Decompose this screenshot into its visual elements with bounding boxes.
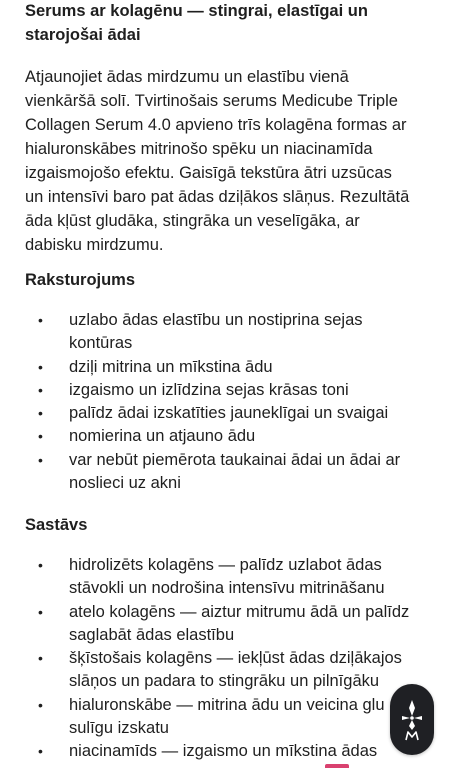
- bullet-icon: •: [38, 428, 43, 445]
- ingredient-text-line: hialuronskābe — mitrina ādu un veicina glu: [69, 695, 385, 714]
- bullet-icon: •: [38, 405, 43, 422]
- bottom-edge-indicator: [325, 764, 349, 768]
- bullet-icon: •: [38, 312, 43, 328]
- ingredient-text-line: hidrolizēts kolagēns — palīdz uzlabot ādas: [69, 556, 382, 574]
- ingredients-heading: Sastāvs: [25, 516, 88, 534]
- feature-text-line: palīdz ādai izskatīties jauneklīgai un svaigai: [69, 404, 389, 423]
- feature-text-line: izgaismo un izlīdzina sejas krāsas toni: [69, 380, 349, 399]
- intro-line: hialuronskābes mitrinošo spēku un niacinamīda: [25, 140, 373, 158]
- intro-line: Collagen Serum 4.0 apvieno trīs kolagēna formas ar: [25, 116, 407, 134]
- feature-text-line: noslieci uz akni: [69, 474, 181, 493]
- feature-item: [0, 356, 451, 379]
- ingredient-text-line: saglabāt ādas elastību: [69, 625, 235, 644]
- intro-paragraph: [25, 65, 435, 257]
- ingredient-item: [0, 740, 451, 763]
- bullet-icon: •: [38, 650, 43, 667]
- feature-text-line: dziļi mitrina un mīkstina ādu: [69, 357, 273, 376]
- ingredient-text-line: niacinamīds — izgaismo un mīkstina ādas: [69, 742, 378, 761]
- feature-item: [0, 449, 451, 496]
- brand-logo-icon: [396, 696, 428, 744]
- intro-line: izgaismojošo efektu. Gaisīgā tekstūra ātri uzsūcas: [25, 164, 392, 182]
- features-list: [0, 309, 451, 495]
- features-heading: Raksturojums: [25, 271, 136, 289]
- intro-line: Atjaunojiet ādas mirdzumu un elastību vienā: [25, 68, 349, 86]
- ingredient-item: [0, 647, 451, 694]
- ingredient-text-line: slāņos un padara to stingrāku un pilnīgāku: [69, 672, 380, 691]
- ingredients-list: [0, 554, 451, 764]
- ingredient-text-line: šķīstošais kolagēns — iekļūst ādas dziļākajos: [69, 649, 402, 668]
- feature-text-line: nomierina un atjauno ādu: [69, 427, 256, 446]
- bullet-icon: •: [38, 743, 43, 760]
- feature-text-line: uzlabo ādas elastību un nostiprina sejas: [69, 311, 363, 329]
- ingredient-item: [0, 554, 451, 601]
- ingredient-text-line: atelo kolagēns — aiztur mitrumu ādā un palīdz: [69, 602, 410, 621]
- ingredient-text-line: sulīgu izskatu: [69, 719, 169, 738]
- feature-item: [0, 402, 451, 425]
- ingredient-text-line: stāvokli un nodrošina intensīvu mitrināšanu: [69, 579, 385, 598]
- description-title: [25, 0, 425, 47]
- feature-item: [0, 379, 451, 402]
- intro-line: dabisku mirdzumu.: [25, 236, 164, 254]
- feature-text-line: var nebūt piemērota taukainai ādai un ādai ar: [69, 450, 401, 469]
- title-line: Serums ar kolagēnu — stingrai, elastīgai un: [25, 2, 368, 20]
- ingredient-item: [0, 601, 451, 648]
- bullet-icon: •: [38, 557, 43, 573]
- ingredient-item: [0, 694, 451, 741]
- feature-text-line: kontūras: [69, 334, 133, 353]
- title-line: starojošai ādai: [25, 26, 141, 44]
- intro-line: āda kļūst gludāka, stingrāka un veselīgāka, ar: [25, 212, 360, 230]
- bullet-icon: •: [38, 358, 43, 375]
- bullet-icon: •: [38, 381, 43, 398]
- intro-line: un intensīvi baro pat ādas dziļākos slāņus. Rezultātā: [25, 188, 410, 206]
- feature-item: [0, 309, 451, 356]
- feature-item: [0, 425, 451, 448]
- intro-line: vienkāršā solī. Tvirtinošais serums Medicube Triple: [25, 92, 398, 110]
- bullet-icon: •: [38, 603, 43, 620]
- floating-brand-button[interactable]: [390, 684, 434, 755]
- bullet-icon: •: [38, 451, 43, 468]
- bullet-icon: •: [38, 696, 43, 713]
